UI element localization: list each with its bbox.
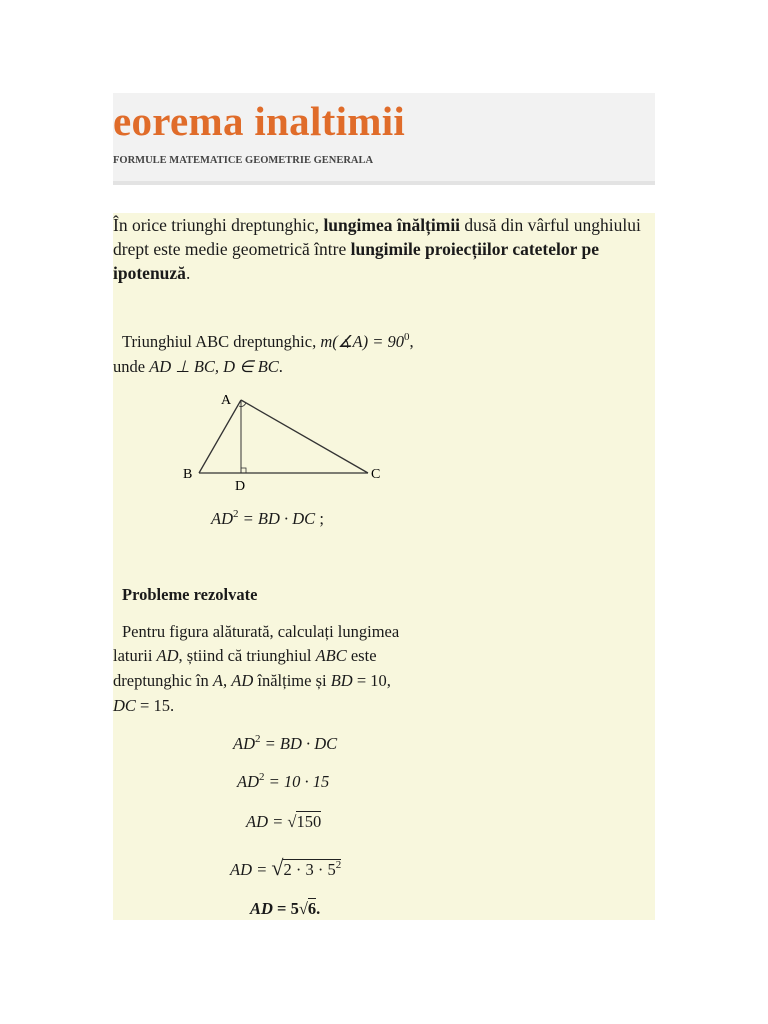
page-title: eorema inaltimii (113, 98, 406, 144)
formula-text: = BD · DC (238, 509, 316, 528)
problem-math: AD (156, 646, 179, 665)
superscript: 2 (259, 771, 265, 783)
content-panel (113, 213, 655, 920)
punctuation: . (278, 357, 283, 376)
problem-math: AD (231, 671, 254, 690)
hypothesis-line-2 (113, 357, 283, 377)
punctuation: ; (315, 509, 324, 528)
label-d: D (235, 479, 246, 494)
solution-text: AD (237, 772, 259, 791)
problem-text: înălțime și (253, 671, 331, 690)
solution-result (250, 899, 320, 919)
intro-text: În orice triunghi dreptunghic, (113, 215, 324, 235)
hypothesis-line-1 (122, 331, 414, 352)
superscript: 2 (255, 733, 261, 745)
problem-text: Pentru figura alăturată, calculați lungimea (122, 622, 400, 641)
problem-text: dreptunghic în (113, 671, 213, 690)
hypothesis-text: unde (113, 357, 150, 376)
problem-text: laturii (113, 646, 157, 665)
problem-line-4 (113, 696, 174, 716)
solution-step-4 (230, 855, 341, 881)
triangle-diagram (173, 388, 393, 498)
side-ac (241, 400, 368, 473)
punctuation: , (409, 332, 414, 351)
formula-text: AD (211, 509, 233, 528)
problem-text: , (223, 671, 232, 690)
superscript: 0 (404, 331, 410, 343)
sqrt-sign: √ (287, 812, 297, 831)
problem-text: este (346, 646, 377, 665)
intro-bold-2: lungimile proiecțiilor catetelor pe ipotenuză (113, 239, 599, 283)
hypothesis-math: m(∡A) = 90 (320, 332, 404, 351)
sqrt-sign: √ (271, 855, 284, 880)
side-ab (199, 400, 241, 473)
intro-text: dusă din vârful unghiului drept este medie geometrică între (113, 215, 641, 259)
hypothesis-text: Triunghiul ABC dreptunghic, (122, 332, 321, 351)
problem-text: = 15. (135, 696, 175, 715)
altitude-formula (211, 508, 324, 529)
problems-heading: Probleme rezolvate (122, 585, 258, 604)
right-angle-mark-d (241, 468, 246, 473)
problem-line-1 (122, 622, 399, 642)
solution-step-3 (246, 812, 321, 832)
solution-text: AD = (246, 812, 288, 831)
theorem-statement (113, 213, 643, 285)
solution-text: AD = (230, 860, 272, 879)
radicand: 2 · 3 · 5 (283, 860, 336, 879)
solution-text: AD (250, 899, 273, 918)
solution-text: = 5 (272, 899, 299, 918)
solution-text: AD (233, 734, 255, 753)
solution-step-1 (233, 733, 337, 754)
radicand: 150 (296, 812, 322, 831)
solution-step-2 (237, 771, 329, 792)
page-header (113, 93, 655, 185)
problem-math: DC (113, 696, 136, 715)
problem-line-3 (113, 671, 391, 691)
sqrt-sign: √ (298, 899, 308, 918)
problem-math: A (212, 671, 223, 690)
problem-text: = 10, (352, 671, 391, 690)
solution-text: = 10 · 15 (264, 772, 330, 791)
superscript: 2 (335, 859, 342, 871)
intro-text: . (185, 263, 191, 283)
hypothesis-math: AD ⊥ BC, D ∈ BC (149, 357, 279, 376)
problem-text: , știind că triunghiul (178, 646, 316, 665)
right-angle-mark-a (239, 403, 246, 407)
page-subtitle: FORMULE MATEMATICE GEOMETRIE GENERALA (113, 155, 374, 166)
intro-bold-1: lungimea înălțimii (323, 215, 461, 235)
problem-math: BD (330, 671, 353, 690)
problem-line-2 (113, 646, 377, 666)
problem-math: ABC (315, 646, 347, 665)
punctuation: . (316, 899, 321, 918)
radicand: 6 (307, 899, 317, 918)
solution-text: = BD · DC (260, 734, 338, 753)
label-a: A (221, 393, 232, 408)
label-b: B (183, 467, 193, 482)
superscript: 2 (233, 508, 239, 520)
label-c: C (371, 467, 381, 482)
